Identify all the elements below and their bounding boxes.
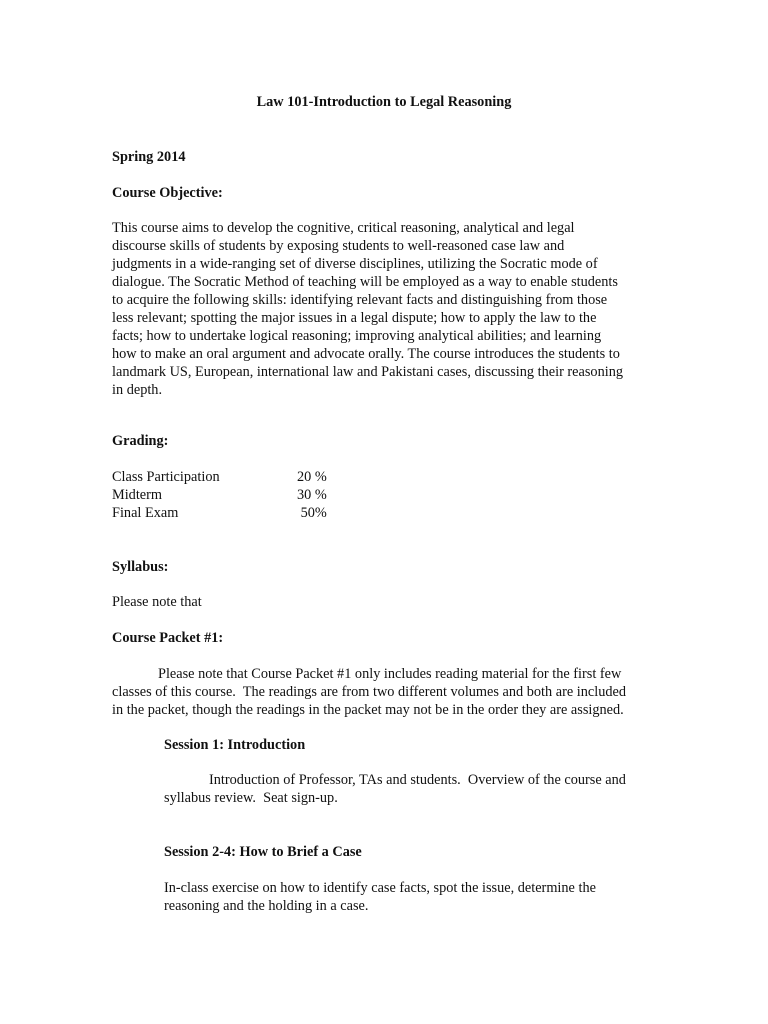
grading-row [112, 486, 372, 504]
objective-line: how to make an oral argument and advocate orally. The course introduces the students to [112, 346, 620, 362]
packet-paragraph [112, 665, 657, 719]
session-description [164, 771, 664, 807]
objective-line: to acquire the following skills: identifying relevant facts and distinguishing from those [112, 292, 608, 308]
grading-label: Midterm [112, 487, 163, 503]
grading-value: 20 % [297, 469, 327, 485]
objective-paragraph [112, 219, 657, 399]
packet-heading: Course Packet #1: [112, 630, 224, 646]
session-line: syllabus review. Seat sign-up. [164, 790, 338, 806]
syllabus-heading: Syllabus: [112, 559, 169, 575]
session-description [164, 879, 664, 915]
objective-line: discourse skills of students by exposing students to well-reasoned case law and [112, 238, 565, 254]
objective-heading: Course Objective: [112, 185, 223, 201]
document-title: Law 101-Introduction to Legal Reasoning [256, 94, 512, 110]
session-line: In-class exercise on how to identify case facts, spot the issue, determine the [164, 880, 596, 896]
grading-label: Final Exam [112, 505, 179, 521]
objective-line: in depth. [112, 382, 163, 398]
objective-line: less relevant; spotting the major issues in a legal dispute; how to apply the law to the [112, 310, 597, 326]
objective-line: judgments in a wide-ranging set of diverse disciplines, utilizing the Socratic mode of [112, 256, 598, 272]
grading-value: 50% [297, 505, 327, 521]
term-heading: Spring 2014 [112, 149, 186, 165]
grading-row [112, 468, 372, 486]
session-heading: Session 1: Introduction [164, 737, 306, 753]
grading-value: 30 % [297, 487, 327, 503]
packet-line: in the packet, though the readings in the packet may not be in the order they are assigned. [112, 702, 624, 718]
grading-label: Class Participation [112, 469, 220, 485]
grading-row [112, 504, 372, 522]
session-line: Introduction of Professor, TAs and students. Overview of the course and [209, 772, 626, 788]
session-line: reasoning and the holding in a case. [164, 898, 369, 914]
objective-line: landmark US, European, international law and Pakistani cases, discussing their reasoning [112, 364, 623, 380]
packet-line: classes of this course. The readings are from two different volumes and both are included [112, 684, 627, 700]
objective-line: dialogue. The Socratic Method of teaching will be employed as a way to enable students [112, 274, 618, 290]
grading-heading: Grading: [112, 433, 169, 449]
packet-line: Please note that Course Packet #1 only includes reading material for the first few [158, 666, 622, 682]
objective-line: This course aims to develop the cognitive, critical reasoning, analytical and legal [112, 220, 575, 236]
objective-line: facts; how to undertake logical reasoning; improving analytical abilities; and learning [112, 328, 602, 344]
syllabus-note: Please note that [112, 594, 202, 610]
session-heading: Session 2-4: How to Brief a Case [164, 844, 362, 860]
